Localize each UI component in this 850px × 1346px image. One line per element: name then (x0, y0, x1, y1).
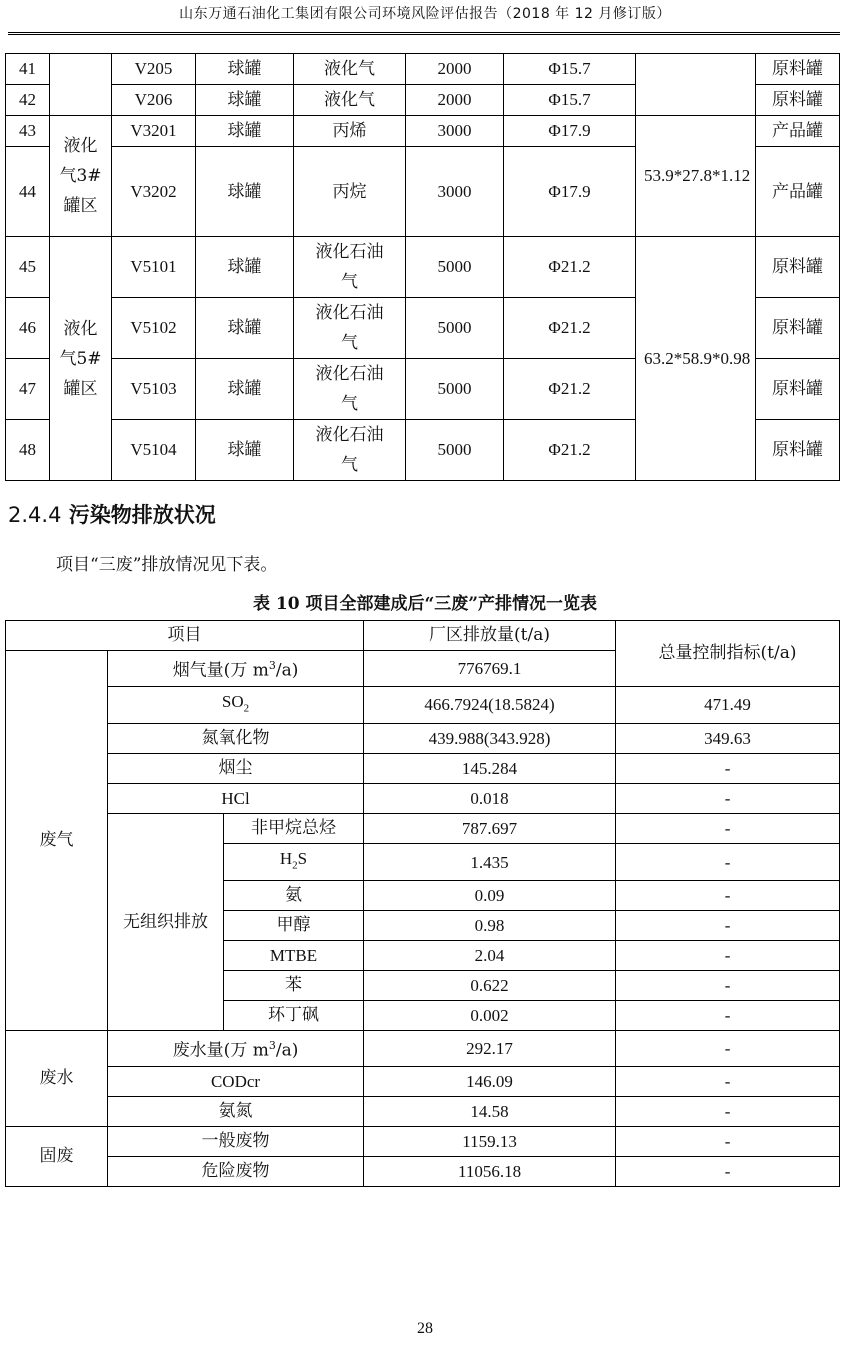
tank-use: 原料罐 (756, 54, 840, 85)
row-number: 45 (6, 237, 50, 298)
table-row (6, 116, 840, 147)
label-sub: 2 (243, 702, 250, 715)
section-title: 污染物排放状况 (68, 503, 216, 527)
table-row (6, 1097, 840, 1127)
page-number: 28 (417, 1320, 433, 1337)
tank-diameter: Φ21.2 (504, 420, 636, 481)
item-sulfolane: 环丁砜 (224, 1001, 364, 1031)
zone-cell-blank (50, 54, 112, 116)
value-plant: 0.622 (364, 971, 616, 1001)
table-caption: 表 10 项目全部建成后“三废”产排情况一览表 (252, 594, 598, 614)
zone-name: 液化气3#罐区 (50, 116, 112, 237)
dike-size: 63.2*58.9*0.98 (636, 237, 756, 481)
label-part: S (297, 849, 308, 869)
tank-volume: 5000 (406, 359, 504, 420)
table-row (6, 1067, 840, 1097)
tank-medium: 丙烯 (294, 116, 406, 147)
tank-medium: 液化气 (294, 54, 406, 85)
tank-tag: V5103 (112, 359, 196, 420)
tank-kind: 球罐 (196, 85, 294, 116)
item-general-waste: 一般废物 (108, 1127, 364, 1157)
tank-volume: 5000 (406, 298, 504, 359)
value-plant: 292.17 (364, 1031, 616, 1067)
label-part: SO (221, 691, 244, 711)
item-nox: 氮氧化物 (108, 724, 364, 754)
item-mtbe: MTBE (224, 941, 364, 971)
tank-tag: V5101 (112, 237, 196, 298)
tank-medium: 液化石油气 (294, 420, 406, 481)
value-total: - (616, 941, 840, 971)
value-plant: 0.002 (364, 1001, 616, 1031)
tank-tag: V205 (112, 54, 196, 85)
row-number: 43 (6, 116, 50, 147)
label-part: /a) (275, 660, 299, 681)
label-part: /a) (275, 1041, 299, 1062)
value-total: - (616, 1067, 840, 1097)
dike-size: 53.9*27.8*1.12 (636, 116, 756, 237)
header-plant-emission: 厂区排放量(t/a) (364, 621, 616, 651)
value-plant: 1159.13 (364, 1127, 616, 1157)
tank-use: 产品罐 (756, 116, 840, 147)
table-row (6, 784, 840, 814)
tank-volume: 2000 (406, 54, 504, 85)
table-row (6, 237, 840, 298)
row-number: 46 (6, 298, 50, 359)
value-plant: 0.09 (364, 881, 616, 911)
table-row (6, 724, 840, 754)
value-plant: 776769.1 (364, 651, 616, 687)
tank-use: 原料罐 (756, 237, 840, 298)
tank-use: 原料罐 (756, 298, 840, 359)
value-total: - (616, 1097, 840, 1127)
item-ammonia-nitrogen: 氨氮 (108, 1097, 364, 1127)
value-total: 349.63 (616, 724, 840, 754)
tank-kind: 球罐 (196, 359, 294, 420)
subcategory-fugitive: 无组织排放 (108, 814, 224, 1031)
category-wastewater: 废水 (6, 1031, 108, 1127)
table-row (6, 754, 840, 784)
value-total: - (616, 814, 840, 844)
tank-medium: 液化气 (294, 85, 406, 116)
tank-volume: 3000 (406, 116, 504, 147)
table-row (6, 1157, 840, 1187)
value-total: - (616, 784, 840, 814)
header-rule (8, 32, 840, 35)
tank-use: 原料罐 (756, 420, 840, 481)
row-number: 44 (6, 147, 50, 237)
value-plant: 466.7924(18.5824) (364, 686, 616, 723)
section-number: 2.4.4 (8, 503, 62, 527)
label-sup: 3 (268, 659, 276, 672)
dike-cell-blank (636, 54, 756, 116)
row-number: 47 (6, 359, 50, 420)
table-row (6, 1127, 840, 1157)
tank-kind: 球罐 (196, 54, 294, 85)
item-methanol: 甲醇 (224, 911, 364, 941)
table-row (6, 54, 840, 85)
tank-use: 原料罐 (756, 359, 840, 420)
value-total: - (616, 754, 840, 784)
item-ammonia: 氨 (224, 881, 364, 911)
category-waste-gas: 废气 (6, 651, 108, 1031)
tank-diameter: Φ17.9 (504, 147, 636, 237)
zone-name: 液化气5#罐区 (50, 237, 112, 481)
item-hcl: HCl (108, 784, 364, 814)
category-solid-waste: 固废 (6, 1127, 108, 1187)
value-total: 471.49 (616, 686, 840, 723)
item-benzene: 苯 (224, 971, 364, 1001)
tank-tag: V3202 (112, 147, 196, 237)
tank-diameter: Φ21.2 (504, 237, 636, 298)
value-plant: 2.04 (364, 941, 616, 971)
value-total: - (616, 1031, 840, 1067)
value-total: - (616, 1157, 840, 1187)
tank-kind: 球罐 (196, 116, 294, 147)
value-plant: 145.284 (364, 754, 616, 784)
tank-diameter: Φ21.2 (504, 359, 636, 420)
tank-medium: 液化石油气 (294, 298, 406, 359)
tank-volume: 2000 (406, 85, 504, 116)
label-part: 废水量(万 m (172, 1041, 269, 1062)
value-plant: 0.018 (364, 784, 616, 814)
value-plant: 439.988(343.928) (364, 724, 616, 754)
label-part: 烟气量(万 m (172, 660, 269, 681)
item-dust: 烟尘 (108, 754, 364, 784)
value-plant: 146.09 (364, 1067, 616, 1097)
tank-use: 产品罐 (756, 147, 840, 237)
item-wastewater-volume (108, 1031, 364, 1067)
item-codcr: CODcr (108, 1067, 364, 1097)
section-heading (8, 498, 216, 532)
table-row (6, 686, 840, 723)
page-header: 山东万通石油化工集团有限公司环境风险评估报告（2018 年 12 月修订版） (179, 6, 671, 22)
row-number: 41 (6, 54, 50, 85)
intro-paragraph: 项目“三废”排放情况见下表。 (56, 555, 278, 575)
row-number: 42 (6, 85, 50, 116)
tank-tag: V5102 (112, 298, 196, 359)
item-hazardous-waste: 危险废物 (108, 1157, 364, 1187)
item-flue-gas (108, 651, 364, 687)
item-so2 (108, 686, 364, 723)
tank-volume: 5000 (406, 237, 504, 298)
table-row (6, 1031, 840, 1067)
value-plant: 11056.18 (364, 1157, 616, 1187)
label-sub: 2 (292, 859, 298, 872)
tank-table (5, 53, 840, 481)
value-plant: 787.697 (364, 814, 616, 844)
value-plant: 0.98 (364, 911, 616, 941)
table-header-row (6, 621, 840, 651)
value-total: - (616, 1001, 840, 1031)
label-part: H (279, 849, 293, 869)
value-total: - (616, 844, 840, 881)
item-nmhc: 非甲烷总烃 (224, 814, 364, 844)
header-total-control: 总量控制指标(t/a) (616, 621, 840, 687)
tank-kind: 球罐 (196, 298, 294, 359)
tank-diameter: Φ17.9 (504, 116, 636, 147)
value-total: - (616, 881, 840, 911)
value-total: - (616, 971, 840, 1001)
tank-volume: 5000 (406, 420, 504, 481)
value-plant: 14.58 (364, 1097, 616, 1127)
tank-medium: 液化石油气 (294, 359, 406, 420)
tank-volume: 3000 (406, 147, 504, 237)
tank-diameter: Φ21.2 (504, 298, 636, 359)
tank-diameter: Φ15.7 (504, 54, 636, 85)
tank-medium: 丙烷 (294, 147, 406, 237)
tank-tag: V5104 (112, 420, 196, 481)
table-row (6, 814, 840, 844)
tank-diameter: Φ15.7 (504, 85, 636, 116)
tank-kind: 球罐 (196, 147, 294, 237)
value-plant: 1.435 (364, 844, 616, 881)
emission-table (5, 620, 840, 1187)
value-total: - (616, 911, 840, 941)
tank-tag: V206 (112, 85, 196, 116)
tank-kind: 球罐 (196, 237, 294, 298)
header-item: 项目 (6, 621, 364, 651)
value-total: - (616, 1127, 840, 1157)
row-number: 48 (6, 420, 50, 481)
label-sup: 3 (268, 1039, 276, 1053)
tank-medium: 液化石油气 (294, 237, 406, 298)
item-h2s (224, 844, 364, 881)
tank-use: 原料罐 (756, 85, 840, 116)
tank-kind: 球罐 (196, 420, 294, 481)
tank-tag: V3201 (112, 116, 196, 147)
